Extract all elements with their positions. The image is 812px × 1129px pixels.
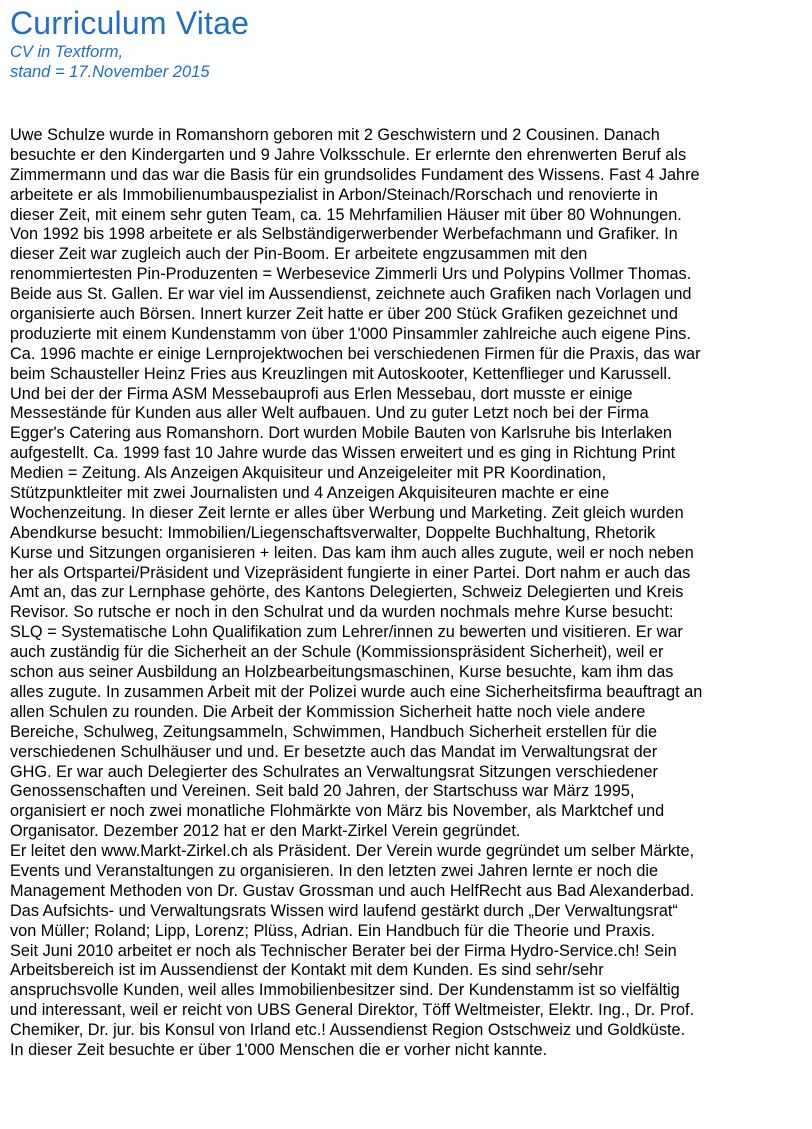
body-line: auch zuständig für die Sicherheit an der Schule (Kommissionspräsident Sicherheit), weil er: [10, 643, 664, 662]
body-line: Von 1992 bis 1998 arbeitete er als Selbständigerwerbender Werbefachmann und Grafiker. In: [10, 225, 678, 244]
body-line: Uwe Schulze wurde in Romanshorn geboren mit 2 Geschwistern und 2 Cousinen. Danach: [10, 126, 660, 144]
document-page: [10, 4, 806, 1059]
body-line: organisiert er noch zwei monatliche Flohmärkte von März bis November, als Marktchef und: [10, 802, 665, 821]
body-line: schon aus seiner Ausbildung an Holzbearbeitungsmaschinen, Kurse besuchte, kam ihm das: [10, 663, 674, 682]
body-line: von Müller; Roland; Lipp, Lorenz; Plüss, Adrian. Ein Handbuch für die Theorie und Praxis.: [10, 921, 655, 940]
body-line: Messestände für Kunden aus aller Welt aufbauen. Und zu guter Letzt noch bei der Firma: [10, 404, 649, 423]
body-line: alles zugute. In zusammen Arbeit mit der Polizei wurde auch eine Sicherheitsfirma beauftragt an: [10, 682, 703, 701]
body-line: arbeitete er als Immobilienumbauspezialist in Arbon/Steinach/Rorschach und renovierte in: [10, 185, 658, 204]
body-line: Das Aufsichts- und Verwaltungsrats Wissen wird laufend gestärkt durch „Der Verwaltungsrat“: [10, 901, 678, 920]
body-line: organisierte auch Börsen. Innert kurzer Zeit hatte er über 200 Stück Grafiken gezeichnet und: [10, 305, 678, 324]
document-subtitle-date: stand = 17.November 2015: [10, 63, 210, 81]
body-line: Management Methoden von Dr. Gustav Grossman und auch HelfRecht aus Bad Alexanderbad.: [10, 881, 695, 900]
body-line: SLQ = Systematische Lohn Qualifikation zum Lehrer/innen zu bewerten und visitieren. Er war: [10, 623, 683, 642]
body-line: Und bei der der Firma ASM Messebauprofi aus Erlen Messebau, dort musste er einige: [10, 384, 633, 403]
body-line: renommiertesten Pin-Produzenten = Werbesevice Zimmerli Urs und Polypins Vollmer Thomas.: [10, 265, 692, 284]
body-line: besuchte er den Kindergarten und 9 Jahre Volksschule. Er erlernte den ehrenwerten Beruf als: [10, 145, 687, 164]
body-line: Seit Juni 2010 arbeitet er noch als Technischer Berater bei der Firma Hydro-Service.ch! Sein: [10, 941, 677, 960]
body-line: verschiedenen Schulhäuser und und. Er besetzte auch das Mandat im Verwaltungsrat der: [10, 742, 658, 761]
body-line: Medien = Zeitung. Als Anzeigen Akquisiteur und Anzeigeleiter mit PR Koordination,: [10, 464, 606, 483]
body-line: Kurse und Sitzungen organisieren + leiten. Das kam ihm auch alles zugute, weil er noch neben: [10, 543, 694, 562]
body-line: Events und Veranstaltungen zu organisieren. In den letzten zwei Jahren lernte er noch die: [10, 861, 659, 880]
body-line: Wochenzeitung. In dieser Zeit lernte er alles über Werbung und Marketing. Zeit gleich wurden: [10, 503, 684, 522]
body-line: Stützpunktleiter mit zwei Journalisten und 4 Anzeigen Akquisiteuren machte er eine: [10, 484, 610, 503]
body-line: aufgestellt. Ca. 1999 fast 10 Jahre wurde das Wissen erweitert und es ging in Richtung Print: [10, 444, 676, 463]
body-line: dieser Zeit war zugleich auch der Pin-Boom. Er arbeitete engzusammen mit den: [10, 245, 588, 264]
body-line: beim Schausteller Heinz Fries aus Kreuzlingen mit Autoskooter, Kettenflieger und Karussell.: [10, 364, 672, 383]
body-line: Zimmermann und das war die Basis für ein grundsolides Fundament des Wissens. Fast 4 Jahre: [10, 165, 700, 184]
body-line: GHG. Er war auch Delegierter des Schulrates an Verwaltungsrat Sitzungen verschiedener: [10, 762, 658, 781]
body-line: Bereiche, Schulweg, Zeitungsammeln, Schwimmen, Handbuch Sicherheit erstellen für die: [10, 722, 658, 741]
body-line: Arbeitsbereich ist im Aussendienst der Kontakt mit dem Kunden. Es sind sehr/sehr: [10, 961, 604, 980]
body-line: produzierte mit einem Kundenstamm von über 1'000 Pinsammler zahlreiche auch eigene Pins.: [10, 324, 691, 343]
body-line: In dieser Zeit besuchte er über 1'000 Menschen die er vorher nicht kannte.: [10, 1040, 548, 1059]
body-line: Revisor. So rutsche er noch in den Schulrat und da wurden nochmals mehre Kurse besucht:: [10, 603, 674, 622]
body-line: anspruchsvolle Kunden, weil alles Immobilienbesitzer sind. Der Kundenstamm ist so vielfältig: [10, 981, 680, 1000]
body-line: her als Ortspartei/Präsident und Vizepräsident fungierte in einer Partei. Dort nahm er auch das: [10, 563, 691, 582]
body-line: Chemiker, Dr. jur. bis Konsul von Irland etc.! Aussendienst Region Ostschweiz und Goldküste.: [10, 1021, 686, 1040]
body-line: Ca. 1996 machte er einige Lernprojektwochen bei verschiedenen Firmen für die Praxis, das war: [10, 344, 701, 363]
body-line: Amt an, das zur Lernphase gehörte, des Kantons Delegierten, Schweiz Delegierten und Kreis: [10, 583, 684, 602]
body-line: und interessant, weil er reicht von UBS General Direktor, Töff Weltmeister, Elektr. Ing., Dr. Prof.: [10, 1001, 695, 1020]
body-line: Egger's Catering aus Romanshorn. Dort wurden Mobile Bauten von Karlsruhe bis Interlaken: [10, 424, 672, 443]
document-subtitle-line-1: CV in Textform,: [10, 43, 124, 61]
body-line: dieser Zeit, mit einem sehr guten Team, ca. 15 Mehrfamilien Häuser mit über 80 Wohnungen.: [10, 205, 682, 224]
document-title: Curriculum Vitae: [10, 5, 250, 41]
body-line: Genossenschaften und Vereinen. Seit bald 20 Jahren, der Startschuss war März 1995,: [10, 782, 635, 801]
body-line: Beide aus St. Gallen. Er war viel im Aussendienst, zeichnete auch Grafiken nach Vorlagen und: [10, 285, 692, 304]
body-line: Abendkurse besucht: Immobilien/Liegenschaftsverwalter, Doppelte Buchhaltung, Rhetorik: [10, 523, 656, 542]
body-line: Organisator. Dezember 2012 hat er den Markt-Zirkel Verein gegründet.: [10, 822, 521, 841]
body-line: Er leitet den www.Markt-Zirkel.ch als Präsident. Der Verein wurde gegründet um selber Märkte,: [10, 842, 695, 861]
cv-body-text: [10, 126, 806, 1061]
body-line: allen Schulen zu rounden. Die Arbeit der Kommission Sicherheit hatte noch viele andere: [10, 702, 646, 721]
